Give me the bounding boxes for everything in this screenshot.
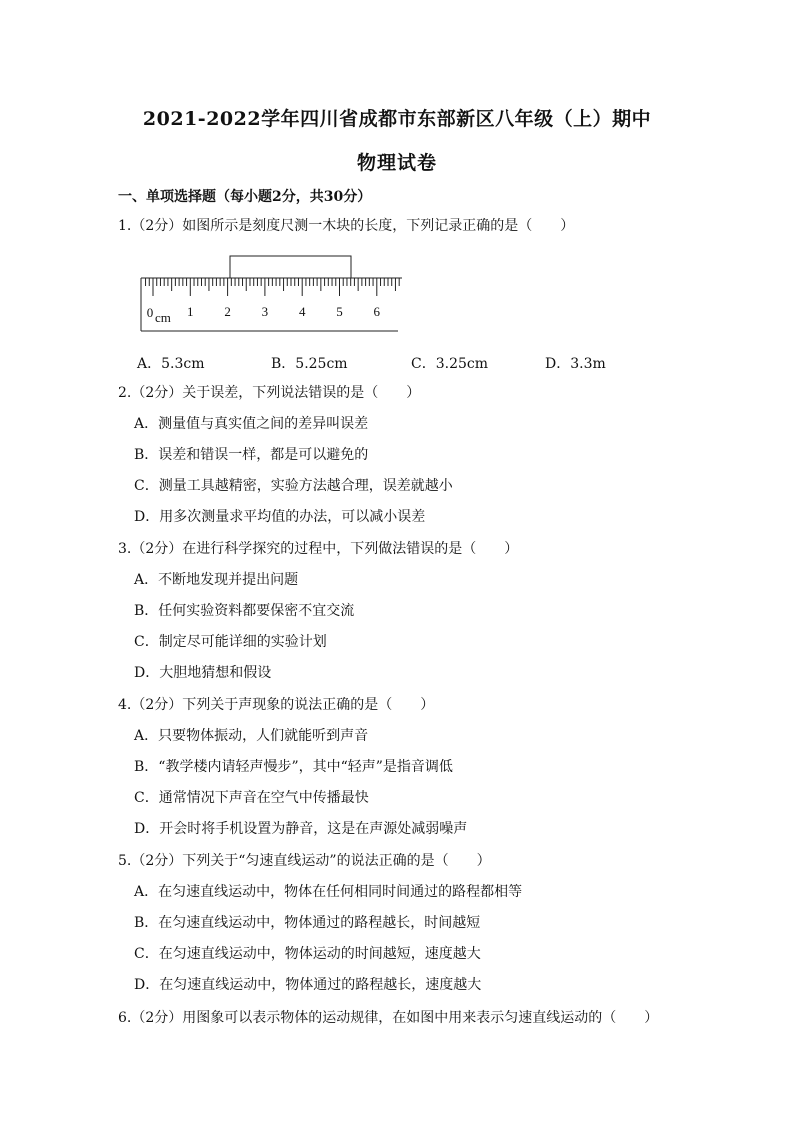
question-1-option-d: D．3.3m: [545, 356, 606, 372]
wooden-block: [230, 256, 351, 278]
ruler-label-6: 6: [373, 304, 381, 319]
question-1-option-b: B．5.25cm: [271, 356, 348, 372]
ruler-figure: [140, 254, 404, 334]
question-2-option-c: C．测量工具越精密，实验方法越合理，误差就越小: [134, 478, 453, 494]
title-line-1: 2021-2022学年四川省成都市东部新区八年级（上）期中: [142, 108, 652, 130]
title-line-2: 物理试卷: [356, 152, 437, 174]
question-4-option-d: D．开会时将手机设置为静音，这是在声源处减弱噪声: [134, 821, 468, 837]
ruler-labels: [147, 304, 381, 325]
question-2-option-b: B．误差和错误一样，都是可以避免的: [134, 447, 369, 463]
question-5-option-c: C．在匀速直线运动中，物体运动的时间越短，速度越大: [134, 946, 481, 962]
ruler-label-2: 2: [224, 304, 231, 319]
question-4-option-c: C．通常情况下声音在空气中传播最快: [134, 790, 369, 806]
ruler-label-3: 3: [261, 304, 269, 319]
ruler-unit: cm: [155, 310, 171, 325]
question-2-stem: 2.（2分）关于误差，下列说法错误的是（ ）: [118, 385, 421, 401]
question-1-stem: 1.（2分）如图所示是刻度尺测一木块的长度，下列记录正确的是（ ）: [118, 218, 575, 234]
question-5-option-d: D．在匀速直线运动中，物体通过的路程越长，速度越大: [134, 977, 482, 993]
section-title: 一、单项选择题（每小题2分，共30分）: [118, 189, 372, 205]
ruler-label-4: 4: [298, 304, 306, 319]
question-6-stem: 6.（2分）用图象可以表示物体的运动规律，在如图中用来表示匀速直线运动的（ ）: [118, 1010, 659, 1026]
question-4-stem: 4.（2分）下列关于声现象的说法正确的是（ ）: [118, 697, 435, 713]
question-4-option-b: B．“教学楼内请轻声慢步”，其中“轻声”是指音调低: [134, 759, 453, 775]
question-5-stem: 5.（2分）下列关于“匀速直线运动”的说法正确的是（ ）: [118, 853, 491, 869]
ruler-label-0: 0: [146, 305, 154, 320]
question-3-stem: 3.（2分）在进行科学探究的过程中，下列做法错误的是（ ）: [118, 541, 519, 557]
ruler-label-5: 5: [336, 304, 343, 319]
question-5-option-b: B．在匀速直线运动中，物体通过的路程越长，时间越短: [134, 915, 481, 931]
question-5-option-a: A．在匀速直线运动中，物体在任何相同时间通过的路程都相等: [134, 884, 523, 900]
question-3-option-a: A．不断地发现并提出问题: [134, 572, 299, 588]
question-4-option-a: A．只要物体振动，人们就能听到声音: [134, 728, 369, 744]
ruler-ticks: [146, 278, 400, 296]
question-1-option-c: C．3.25cm: [411, 356, 488, 372]
question-1-option-a: A．5.3cm: [137, 356, 205, 372]
ruler-label-1: 1: [187, 304, 194, 319]
question-3-option-c: C．制定尽可能详细的实验计划: [134, 634, 327, 650]
question-3-option-b: B．任何实验资料都要保密不宜交流: [134, 603, 355, 619]
question-3-option-d: D．大胆地猜想和假设: [134, 665, 272, 681]
question-2-option-a: A．测量值与真实值之间的差异叫误差: [134, 416, 369, 432]
question-2-option-d: D．用多次测量求平均值的办法，可以减小误差: [134, 509, 426, 525]
